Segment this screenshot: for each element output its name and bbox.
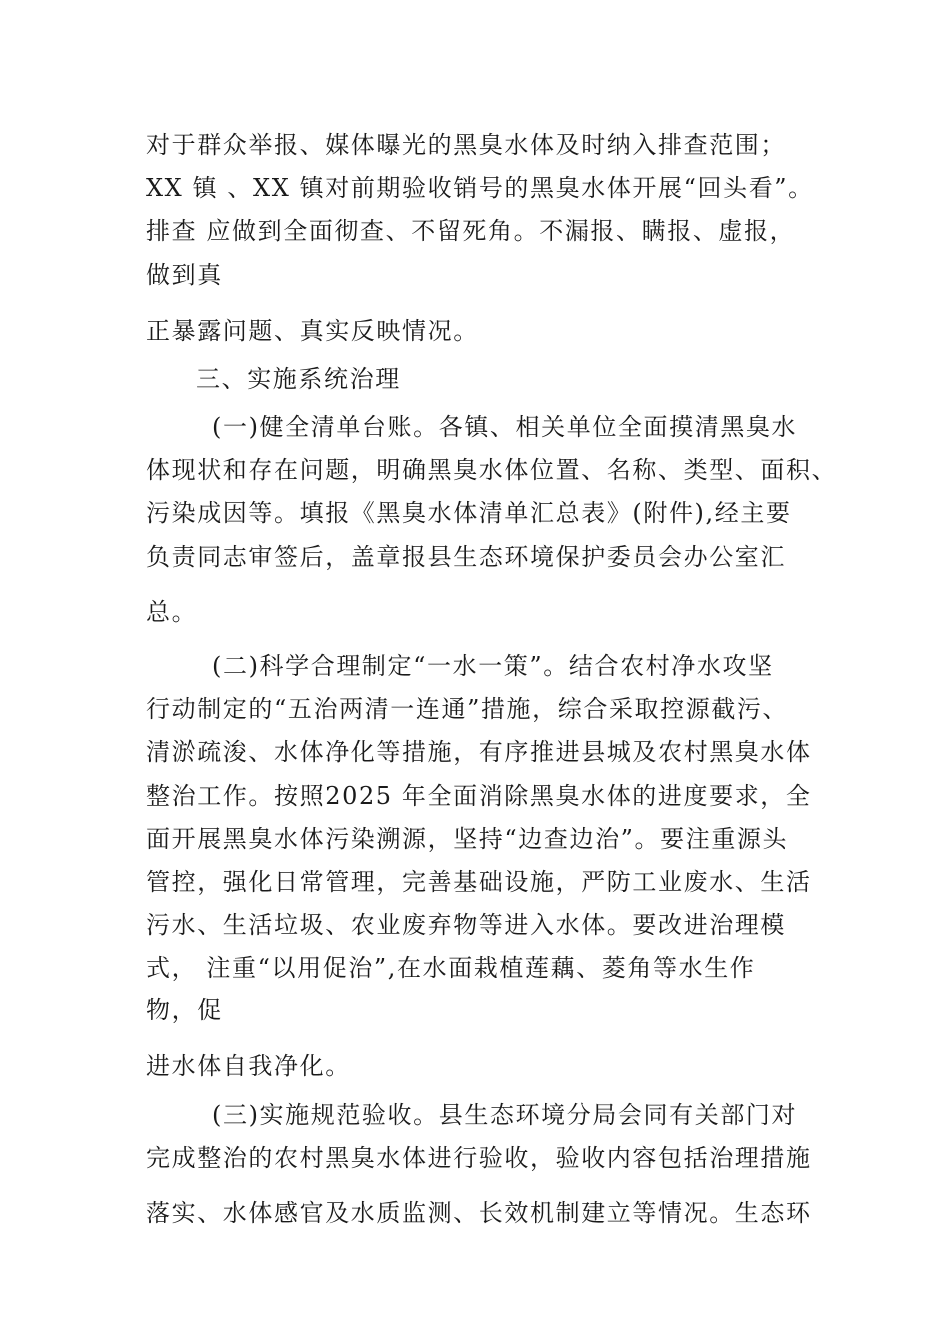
text-line: 负责同志审签后，盖章报县生态环境保护委员会办公室汇 xyxy=(146,543,786,571)
text-line: 正暴露问题、真实反映情况。 xyxy=(146,317,479,345)
text-line: 完成整治的农村黑臭水体进行验收，验收内容包括治理措施 xyxy=(146,1144,812,1172)
text-line: 污水、生活垃圾、农业废弃物等进入水体。要改进治理模 xyxy=(146,911,786,939)
text-line: 物，促 xyxy=(146,996,223,1024)
text-line: 进水体自我净化。 xyxy=(146,1052,351,1080)
text-line: (一)健全清单台账。各镇、相关单位全面摸清黑臭水 xyxy=(212,413,798,441)
text-line: 做到真 xyxy=(146,261,223,289)
text-line: (三)实施规范验收。县生态环境分局会同有关部门对 xyxy=(212,1101,798,1129)
text-line: 总。 xyxy=(146,598,198,626)
text-line: 落实、水体感官及水质监测、长效机制建立等情况。生态环 xyxy=(146,1199,812,1227)
text-line: 管控，强化日常管理，完善基础设施，严防工业废水、生活 xyxy=(146,868,812,896)
text-line: 对于群众举报、媒体曝光的黑臭水体及时纳入排查范围； xyxy=(146,131,786,159)
text-line: 排查 应做到全面彻查、不留死角。不漏报、瞒报、虚报， xyxy=(146,217,796,245)
text-line: 污染成因等。填报《黑臭水体清单汇总表》(附件),经主要 xyxy=(146,499,792,527)
section-heading: 三、实施系统治理 xyxy=(196,365,401,393)
text-line: (二)科学合理制定“一水一策”。结合农村净水攻坚 xyxy=(212,652,774,680)
text-line: 清淤疏浚、水体净化等措施，有序推进县城及农村黑臭水体 xyxy=(146,738,812,766)
text-line: 整治工作。按照2025 年全面消除黑臭水体的进度要求，全 xyxy=(146,782,812,810)
text-line: XX 镇 、XX 镇对前期验收销号的黑臭水体开展“回头看”。 xyxy=(146,174,814,202)
text-line: 面开展黑臭水体污染溯源，坚持“边查边治”。要注重源头 xyxy=(146,825,789,853)
text-line: 行动制定的“五治两清一连通”措施，综合采取控源截污、 xyxy=(146,695,789,723)
text-line: 式， 注重“以用促治”,在水面栽植莲藕、菱角等水生作 xyxy=(146,954,756,982)
text-line: 体现状和存在问题，明确黑臭水体位置、名称、类型、面积、 xyxy=(146,456,838,484)
